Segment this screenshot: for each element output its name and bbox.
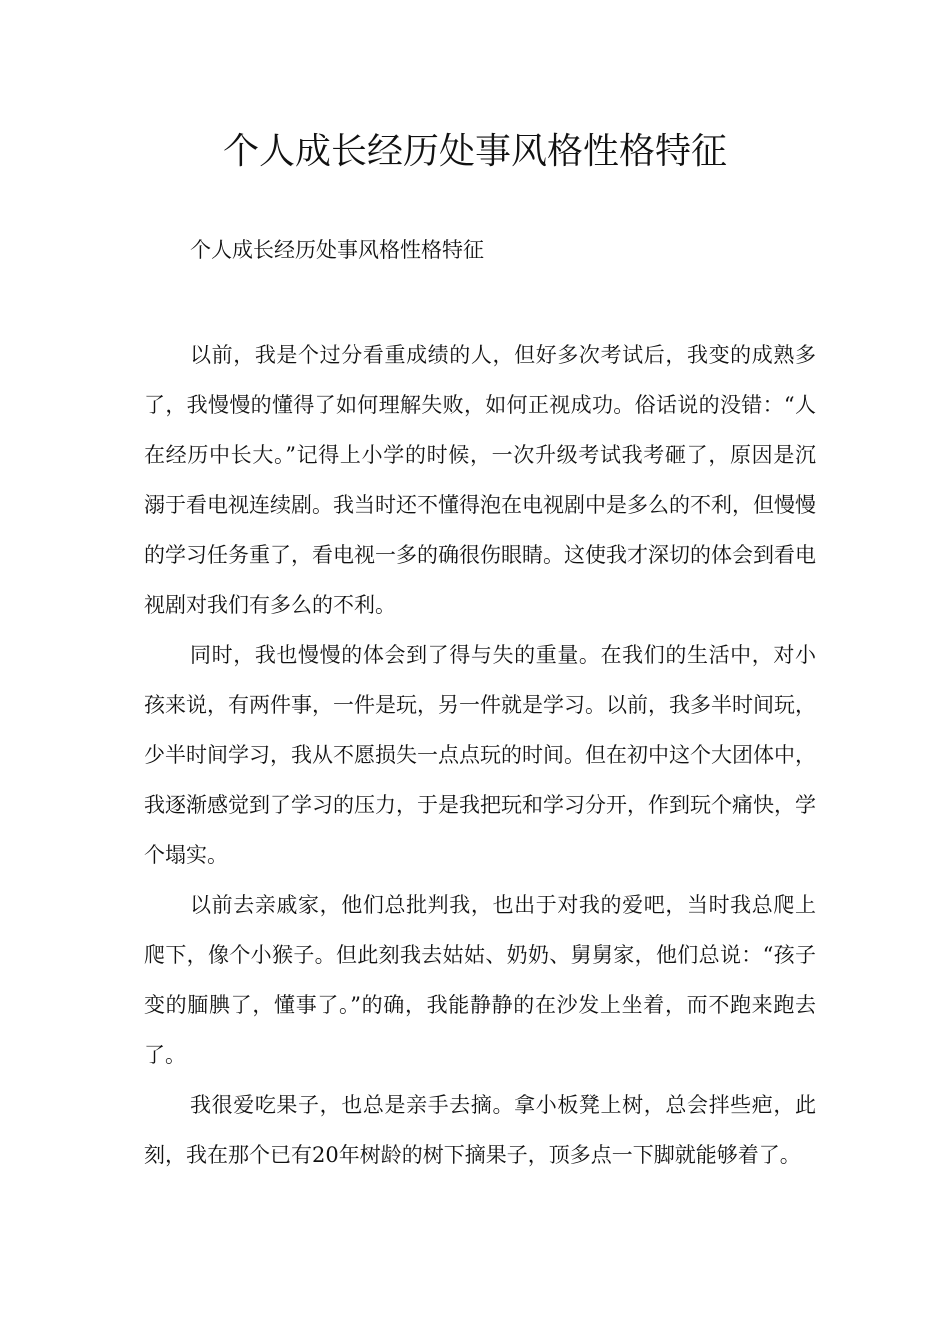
document-body [144,330,816,1180]
paragraph-4: 我很爱吃果子，也总是亲手去摘。拿小板凳上树，总会拌些疤，此刻，我在那个已有20年树龄的树下摘果子，顶多点一下脚就能够着了。 [144,1093,816,1167]
document-subtitle: 个人成长经历处事风格性格特征 [190,238,484,262]
document-title: 个人成长经历处事风格性格特征 [222,131,727,172]
paragraph-2: 同时，我也慢慢的体会到了得与失的重量。在我们的生活中，对小孩来说，有两件事，一件是玩，另一件就是学习。以前，我多半时间玩，少半时间学习，我从不愿损失一点点玩的时间。但在初中这个大团体中，我逐渐感觉到了学习的压力，于是我把玩和学习分开，作到玩个痛快，学个塌实。 [144,643,816,867]
paragraph-3: 以前去亲戚家，他们总批判我，也出于对我的爱吧，当时我总爬上爬下，像个小猴子。但此刻我去姑姑、奶奶、舅舅家，他们总说：“孩子变的腼腆了，懂事了。”的确，我能静静的在沙发上坐着，而不跑来跑去了。 [144,893,816,1067]
paragraph-1: 以前，我是个过分看重成绩的人，但好多次考试后，我变的成熟多了，我慢慢的懂得了如何理解失败，如何正视成功。俗话说的没错：“人在经历中长大。”记得上小学的时候，一次升级考试我考砸了，原因是沉溺于看电视连续剧。我当时还不懂得泡在电视剧中是多么的不利，但慢慢的学习任务重了，看电视一多的确很伤眼睛。这使我才深切的体会到看电视剧对我们有多么的不利。 [144,343,816,617]
